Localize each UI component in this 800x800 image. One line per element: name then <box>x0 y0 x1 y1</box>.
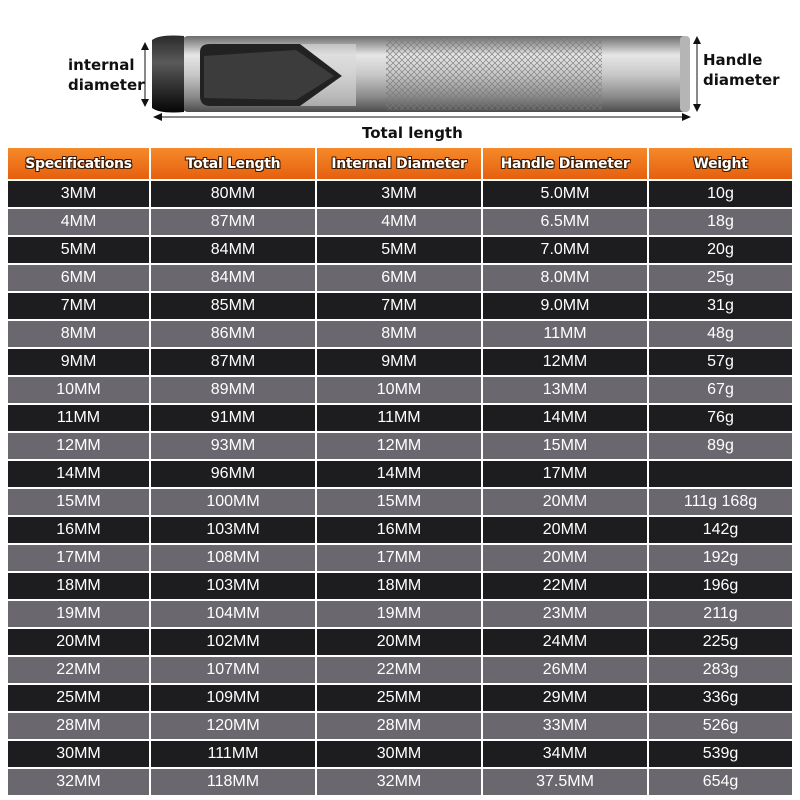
internal-diameter-cell: 8MM <box>316 320 482 348</box>
spec-cell: 12MM <box>8 432 150 460</box>
spec-cell: 22MM <box>8 656 150 684</box>
internal-diameter-label: internal diameter <box>68 56 145 94</box>
total-length-cell: 109MM <box>150 684 316 712</box>
table-row <box>8 236 792 264</box>
spec-cell: 16MM <box>8 516 150 544</box>
total-length-cell: 84MM <box>150 264 316 292</box>
handle-diameter-cell: 8.0MM <box>482 264 648 292</box>
internal-diameter-cell: 7MM <box>316 292 482 320</box>
weight-cell: 526g <box>648 712 792 740</box>
total-length-cell: 86MM <box>150 320 316 348</box>
table-row <box>8 460 792 488</box>
handle-diameter-cell: 20MM <box>482 516 648 544</box>
handle-diameter-cell: 13MM <box>482 376 648 404</box>
spec-cell: 11MM <box>8 404 150 432</box>
handle-diameter-cell: 15MM <box>482 432 648 460</box>
weight-cell: 192g <box>648 544 792 572</box>
weight-cell: 57g <box>648 348 792 376</box>
weight-cell: 67g <box>648 376 792 404</box>
end-cap <box>680 36 690 112</box>
handle-diameter-cell: 29MM <box>482 684 648 712</box>
handle-diameter-cell: 33MM <box>482 712 648 740</box>
total-length-cell: 89MM <box>150 376 316 404</box>
weight-cell <box>648 460 792 488</box>
internal-diameter-cell: 25MM <box>316 684 482 712</box>
spec-cell: 17MM <box>8 544 150 572</box>
internal-diameter-cell: 22MM <box>316 656 482 684</box>
weight-cell: 142g <box>648 516 792 544</box>
weight-cell: 25g <box>648 264 792 292</box>
internal-diameter-cell: 19MM <box>316 600 482 628</box>
table-row <box>8 180 792 208</box>
spec-cell: 19MM <box>8 600 150 628</box>
total-length-cell: 87MM <box>150 348 316 376</box>
product-diagram <box>0 0 800 146</box>
internal-diameter-cell: 30MM <box>316 740 482 768</box>
table-row <box>8 600 792 628</box>
header-weight: Weight <box>648 148 792 180</box>
internal-diameter-cell: 3MM <box>316 180 482 208</box>
handle-diameter-cell: 23MM <box>482 600 648 628</box>
spec-cell: 18MM <box>8 572 150 600</box>
handle-diameter-cell: 11MM <box>482 320 648 348</box>
spec-cell: 9MM <box>8 348 150 376</box>
handle-diameter-label: Handle diameter <box>703 51 780 89</box>
internal-diameter-cell: 15MM <box>316 488 482 516</box>
total-length-cell: 120MM <box>150 712 316 740</box>
total-length-cell: 87MM <box>150 208 316 236</box>
table-body <box>8 180 792 796</box>
table-row <box>8 544 792 572</box>
internal-diameter-cell: 4MM <box>316 208 482 236</box>
handle-diameter-cell: 26MM <box>482 656 648 684</box>
spec-cell: 25MM <box>8 684 150 712</box>
total-length-cell: 108MM <box>150 544 316 572</box>
handle-diameter-cell: 6.5MM <box>482 208 648 236</box>
handle-diameter-cell: 7.0MM <box>482 236 648 264</box>
handle-diameter-cell: 22MM <box>482 572 648 600</box>
handle-diameter-cell: 34MM <box>482 740 648 768</box>
weight-cell: 31g <box>648 292 792 320</box>
internal-diameter-cell: 20MM <box>316 628 482 656</box>
internal-diameter-cell: 18MM <box>316 572 482 600</box>
table-row <box>8 712 792 740</box>
weight-cell: 654g <box>648 768 792 796</box>
weight-cell: 89g <box>648 432 792 460</box>
total-length-cell: 118MM <box>150 768 316 796</box>
table-row <box>8 404 792 432</box>
weight-cell: 20g <box>648 236 792 264</box>
spec-cell: 20MM <box>8 628 150 656</box>
table-row <box>8 348 792 376</box>
specification-table <box>8 148 792 797</box>
weight-cell: 48g <box>648 320 792 348</box>
internal-diameter-cell: 12MM <box>316 432 482 460</box>
total-length-cell: 111MM <box>150 740 316 768</box>
total-length-cell: 100MM <box>150 488 316 516</box>
table-row <box>8 768 792 796</box>
total-length-cell: 107MM <box>150 656 316 684</box>
handle-diameter-cell: 24MM <box>482 628 648 656</box>
internal-diameter-cell: 17MM <box>316 544 482 572</box>
table-row <box>8 376 792 404</box>
handle-diameter-cell: 20MM <box>482 544 648 572</box>
spec-cell: 30MM <box>8 740 150 768</box>
total-length-cell: 102MM <box>150 628 316 656</box>
spec-cell: 5MM <box>8 236 150 264</box>
total-length-cell: 103MM <box>150 516 316 544</box>
table-row <box>8 264 792 292</box>
weight-cell: 111g 168g <box>648 488 792 516</box>
header-total-length: Total Length <box>150 148 316 180</box>
total-length-label: Total length <box>362 124 463 142</box>
internal-diameter-cell: 32MM <box>316 768 482 796</box>
weight-cell: 539g <box>648 740 792 768</box>
total-length-cell: 91MM <box>150 404 316 432</box>
total-length-cell: 96MM <box>150 460 316 488</box>
table-header-row <box>8 148 792 180</box>
table-row <box>8 320 792 348</box>
weight-cell: 10g <box>648 180 792 208</box>
total-length-cell: 80MM <box>150 180 316 208</box>
spec-cell: 6MM <box>8 264 150 292</box>
total-length-cell: 93MM <box>150 432 316 460</box>
weight-cell: 336g <box>648 684 792 712</box>
internal-diameter-cell: 9MM <box>316 348 482 376</box>
table-row <box>8 684 792 712</box>
table-row <box>8 208 792 236</box>
internal-diameter-cell: 11MM <box>316 404 482 432</box>
weight-cell: 225g <box>648 628 792 656</box>
handle-diameter-cell: 12MM <box>482 348 648 376</box>
header-internal-diameter: Internal Diameter <box>316 148 482 180</box>
spec-cell: 14MM <box>8 460 150 488</box>
knurled-grip <box>386 38 602 110</box>
table-row <box>8 516 792 544</box>
header-handle-diameter: Handle Diameter <box>482 148 648 180</box>
table-row <box>8 656 792 684</box>
table-row <box>8 572 792 600</box>
handle-diameter-cell: 9.0MM <box>482 292 648 320</box>
handle-diameter-cell: 14MM <box>482 404 648 432</box>
table-row <box>8 628 792 656</box>
total-length-cell: 84MM <box>150 236 316 264</box>
spec-cell: 32MM <box>8 768 150 796</box>
table-row <box>8 432 792 460</box>
internal-diameter-cell: 28MM <box>316 712 482 740</box>
spec-cell: 8MM <box>8 320 150 348</box>
weight-cell: 196g <box>648 572 792 600</box>
total-length-cell: 104MM <box>150 600 316 628</box>
spec-cell: 7MM <box>8 292 150 320</box>
spec-cell: 10MM <box>8 376 150 404</box>
weight-cell: 283g <box>648 656 792 684</box>
handle-diameter-cell: 17MM <box>482 460 648 488</box>
weight-cell: 211g <box>648 600 792 628</box>
handle-diameter-cell: 20MM <box>482 488 648 516</box>
internal-diameter-cell: 14MM <box>316 460 482 488</box>
spec-cell: 28MM <box>8 712 150 740</box>
table-row <box>8 740 792 768</box>
total-length-cell: 85MM <box>150 292 316 320</box>
weight-cell: 76g <box>648 404 792 432</box>
table-row <box>8 488 792 516</box>
spec-cell: 4MM <box>8 208 150 236</box>
spec-cell: 3MM <box>8 180 150 208</box>
spec-cell: 15MM <box>8 488 150 516</box>
internal-diameter-cell: 5MM <box>316 236 482 264</box>
table-row <box>8 292 792 320</box>
header-specifications: Specifications <box>8 148 150 180</box>
internal-diameter-cell: 16MM <box>316 516 482 544</box>
total-length-cell: 103MM <box>150 572 316 600</box>
weight-cell: 18g <box>648 208 792 236</box>
cutting-tip <box>152 36 184 113</box>
handle-diameter-cell: 37.5MM <box>482 768 648 796</box>
handle-diameter-cell: 5.0MM <box>482 180 648 208</box>
internal-diameter-cell: 6MM <box>316 264 482 292</box>
internal-diameter-cell: 10MM <box>316 376 482 404</box>
